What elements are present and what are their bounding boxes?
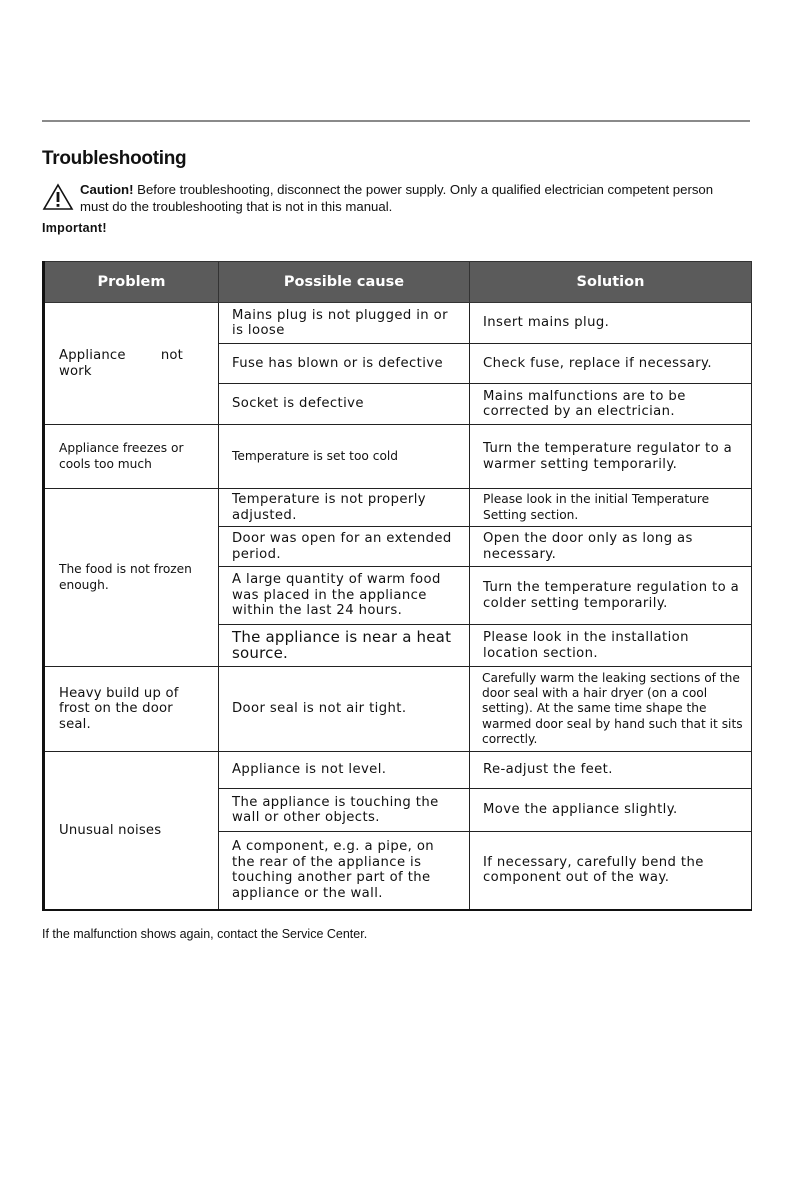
cause-cell: Temperature is set too cold xyxy=(219,425,470,489)
header-possible-cause: Possible cause xyxy=(219,262,470,303)
cause-cell: Door was open for an extended period. xyxy=(219,527,470,567)
troubleshooting-table xyxy=(42,261,752,911)
cause-cell: Door seal is not air tight. xyxy=(219,667,470,752)
caution-label: Caution! xyxy=(80,182,134,197)
caution-body: Before troubleshooting, disconnect the power supply. Only a qualified electrician competent person must do the troubleshooting that is not in this manual. xyxy=(80,182,714,214)
cause-cell: Appliance is not level. xyxy=(219,752,470,789)
problem-cell: The food is not frozen enough. xyxy=(44,489,219,667)
table-row xyxy=(44,667,752,752)
solution-cell: Carefully warm the leaking sections of the door seal with a hair dryer (on a cool setting). At the same time shape the warmed door seal by hand such that it sits correctly. xyxy=(470,667,752,752)
header-solution: Solution xyxy=(470,262,752,303)
solution-cell: Re-adjust the feet. xyxy=(470,752,752,789)
cause-cell: Mains plug is not plugged in or is loose xyxy=(219,303,470,344)
cause-cell: The appliance is near a heat source. xyxy=(219,625,470,667)
cause-cell: Socket is defective xyxy=(219,384,470,425)
solution-cell: Turn the temperature regulator to a warmer setting temporarily. xyxy=(470,425,752,489)
solution-cell: Open the door only as long as necessary. xyxy=(470,527,752,567)
solution-cell: Check fuse, replace if necessary. xyxy=(470,344,752,384)
table-row xyxy=(44,303,752,344)
table-row xyxy=(44,489,752,527)
problem-cell: Appliance not work xyxy=(44,303,219,425)
header-rule xyxy=(42,120,750,122)
solution-cell: Mains malfunctions are to be corrected by an electrician. xyxy=(470,384,752,425)
important-label: Important! xyxy=(42,221,107,235)
cause-cell: A component, e.g. a pipe, on the rear of the appliance is touching another part of the appliance or the wall. xyxy=(219,832,470,910)
problem-cell: Appliance freezes or cools too much xyxy=(44,425,219,489)
solution-cell: If necessary, carefully bend the component out of the way. xyxy=(470,832,752,910)
caution-text xyxy=(80,181,740,215)
table-row xyxy=(44,425,752,489)
cause-cell: A large quantity of warm food was placed in the appliance within the last 24 hours. xyxy=(219,567,470,625)
problem-cell: Unusual noises xyxy=(44,752,219,910)
solution-cell: Insert mains plug. xyxy=(470,303,752,344)
page-title: Troubleshooting xyxy=(42,148,187,169)
warning-icon xyxy=(42,183,74,211)
problem-cell: Heavy build up of frost on the door seal. xyxy=(44,667,219,752)
solution-cell: Turn the temperature regulation to a colder setting temporarily. xyxy=(470,567,752,625)
solution-cell: Please look in the installation location section. xyxy=(470,625,752,667)
header-problem: Problem xyxy=(44,262,219,303)
table-header-row xyxy=(44,262,752,303)
cause-cell: Fuse has blown or is defective xyxy=(219,344,470,384)
table-row xyxy=(44,752,752,789)
footer-note: If the malfunction shows again, contact the Service Center. xyxy=(42,927,368,941)
solution-cell: Please look in the initial Temperature Setting section. xyxy=(470,489,752,527)
solution-cell: Move the appliance slightly. xyxy=(470,789,752,832)
cause-cell: The appliance is touching the wall or other objects. xyxy=(219,789,470,832)
cause-cell: Temperature is not properly adjusted. xyxy=(219,489,470,527)
